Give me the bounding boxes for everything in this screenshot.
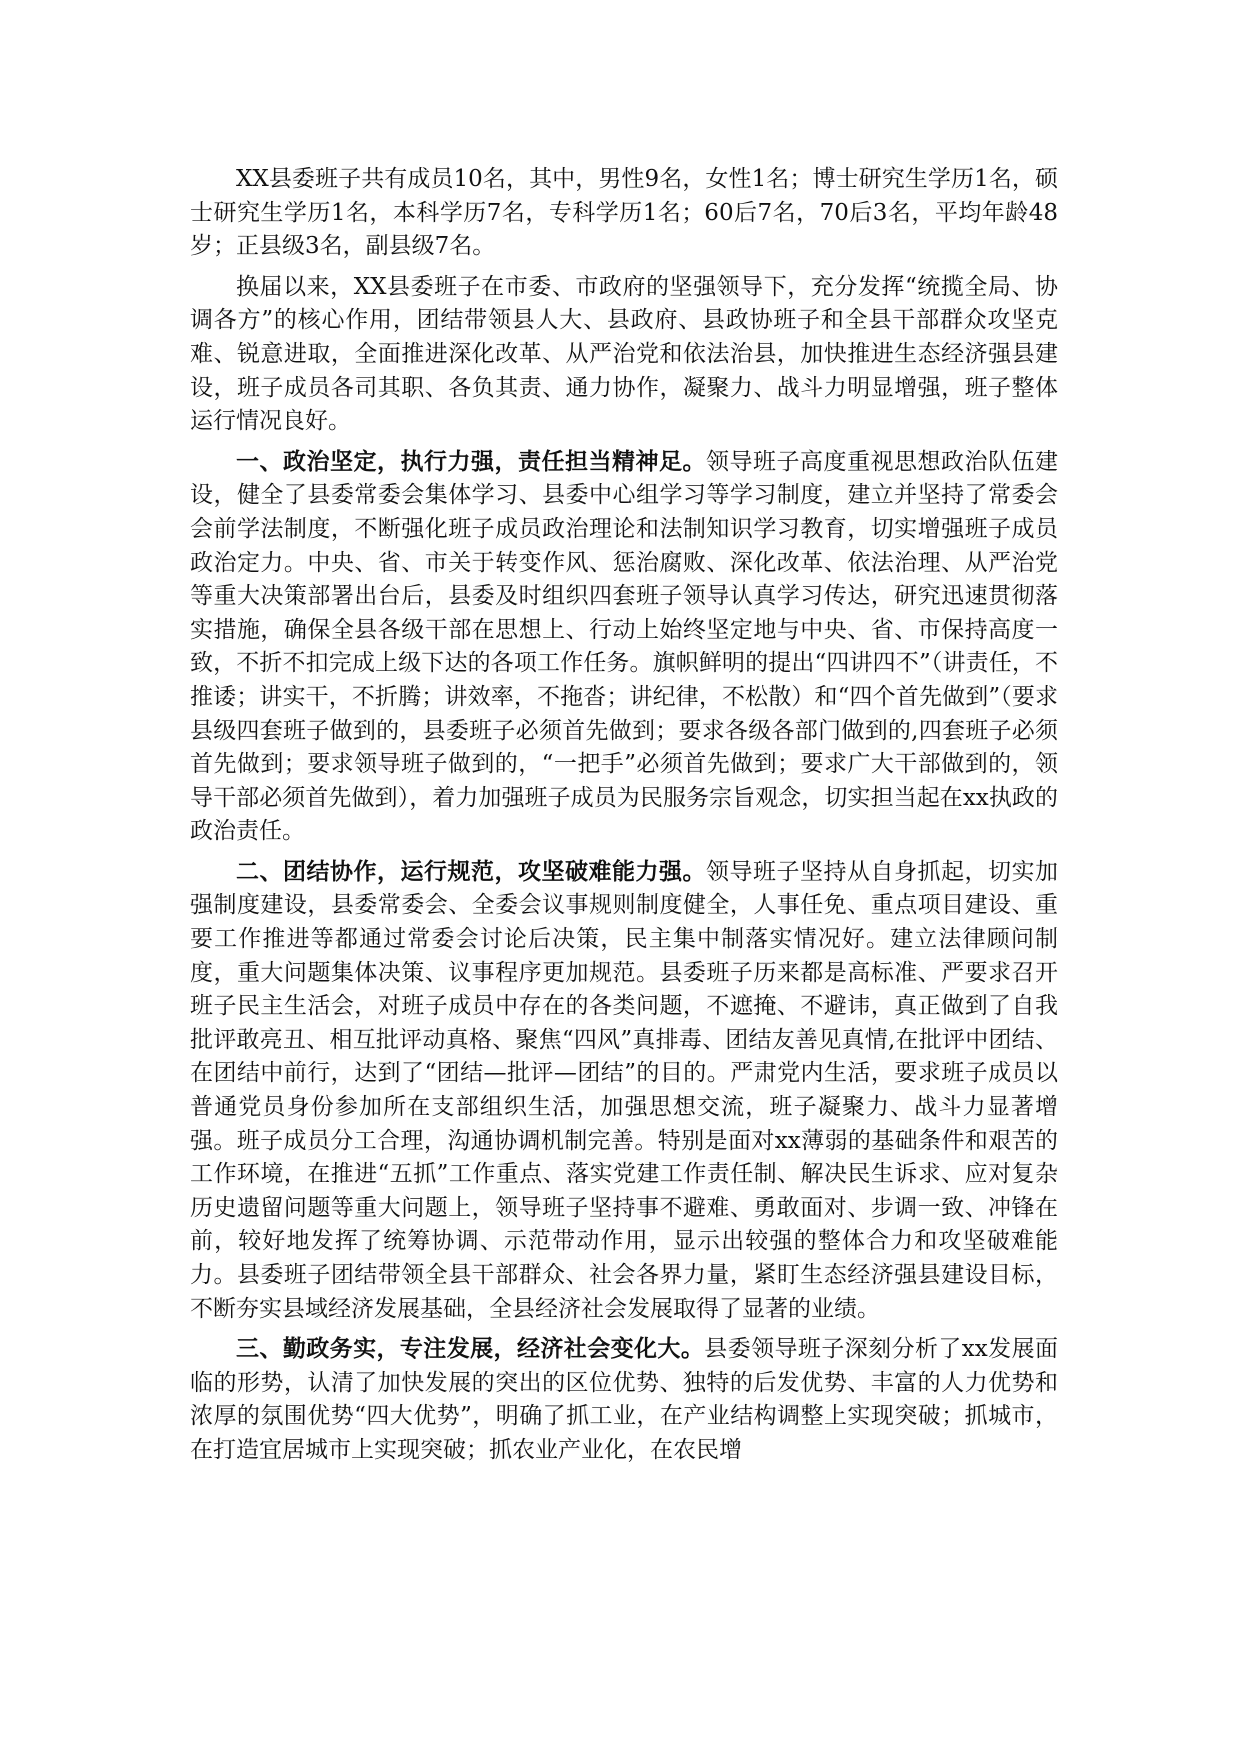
paragraph-text: 换届以来，XX县委班子在市委、市政府的坚强领导下，充分发挥“统揽全局、协调各方”的核心作用，团结带领县人大、县政府、县政协班子和全县干部群众攻坚克难、锐意进取，全面推进深化改革、从严治党和依法治县，加快推进生态经济强县建设，班子成员各司其职、各负其责、通力协作，凝聚力、战斗力明显增强，班子整体运行情况良好。 [190,273,1058,435]
paragraph-text: 领导班子坚持从自身抓起，切实加强制度建设，县委常委会、全委会议事规则制度健全，人事任免、重点项目建设、重要工作推进等都通过常委会讨论后决策，民主集中制落实情况好。建立法律顾问制度，重大问题集体决策、议事程序更加规范。县委班子历来都是高标准、严要求召开班子民主生活会，对班子成员中存在的各类问题，不遮掩、不避讳，真正做到了自我批评敢亮丑、相互批评动真格、聚焦“四风”真排毒、团结友善见真情,在批评中团结、在团结中前行，达到了“团结—批评—团结”的目的。严肃党内生活，要求班子成员以普通党员身份参加所在支部组织生活，加强思想交流，班子凝聚力、战斗力显著增强。班子成员分工合理，沟通协调机制完善。特别是面对xx薄弱的基础条件和艰苦的工作环境，在推进“五抓”工作重点、落实党建工作责任制、解决民生诉求、应对复杂历史遗留问题等重大问题上，领导班子坚持事不避难、勇敢面对、步调一致、冲锋在前，较好地发挥了统筹协调、示范带动作用，显示出较强的整体合力和攻坚破难能力。县委班子团结带领全县干部群众、社会各界力量，紧盯生态经济强县建设目标，不断夯实县域经济发展基础，全县经济社会发展取得了显著的业绩。 [190,858,1058,1322]
section-heading: 一、政治坚定，执行力强，责任担当精神足。 [236,447,706,475]
section-heading: 三、勤政务实，专注发展，经济社会变化大。 [236,1335,705,1363]
paragraph-section-two [190,855,1058,1326]
paragraph-members-overview [190,162,1058,264]
paragraph-section-three [190,1332,1058,1467]
paragraph-text: 领导班子高度重视思想政治队伍建设，健全了县委常委会集体学习、县委中心组学习等学习制度，建立并坚持了常委会会前学法制度，不断强化班子成员政治理论和法制知识学习教育，切实增强班子成员政治定力。中央、省、市关于转变作风、惩治腐败、深化改革、依法治理、从严治党等重大决策部署出台后，县委及时组织四套班子领导认真学习传达，研究迅速贯彻落实措施，确保全县各级干部在思想上、行动上始终坚定地与中央、省、市保持高度一致，不折不扣完成上级下达的各项工作任务。旗帜鲜明的提出“四讲四不”（讲责任，不推诿；讲实干，不折腾；讲效率，不拖沓；讲纪律，不松散）和“四个首先做到”（要求县级四套班子做到的，县委班子必须首先做到；要求各级各部门做到的,四套班子必须首先做到；要求领导班子做到的，“一把手”必须首先做到；要求广大干部做到的，领导干部必须首先做到），着力加强班子成员为民服务宗旨观念，切实担当起在xx执政的政治责任。 [190,448,1058,845]
paragraph-general-performance [190,270,1058,439]
paragraph-text: 县委领导班子深刻分析了xx发展面临的形势，认清了加快发展的突出的区位优势、独特的后发优势、丰富的人力优势和浓厚的氛围优势“四大优势”，明确了抓工业，在产业结构调整上实现突破；抓城市，在打造宜居城市上实现突破；抓农业产业化，在农民增 [190,1336,1058,1463]
paragraph-section-one [190,445,1058,849]
paragraph-text: XX县委班子共有成员10名，其中，男性9名，女性1名；博士研究生学历1名，硕士研究生学历1名，本科学历7名，专科学历1名；60后7名，70后3名，平均年龄48岁；正县级3名，副县级7名。 [190,166,1058,260]
section-heading: 二、团结协作，运行规范，攻坚破难能力强。 [236,857,706,885]
document-page [190,162,1058,1474]
